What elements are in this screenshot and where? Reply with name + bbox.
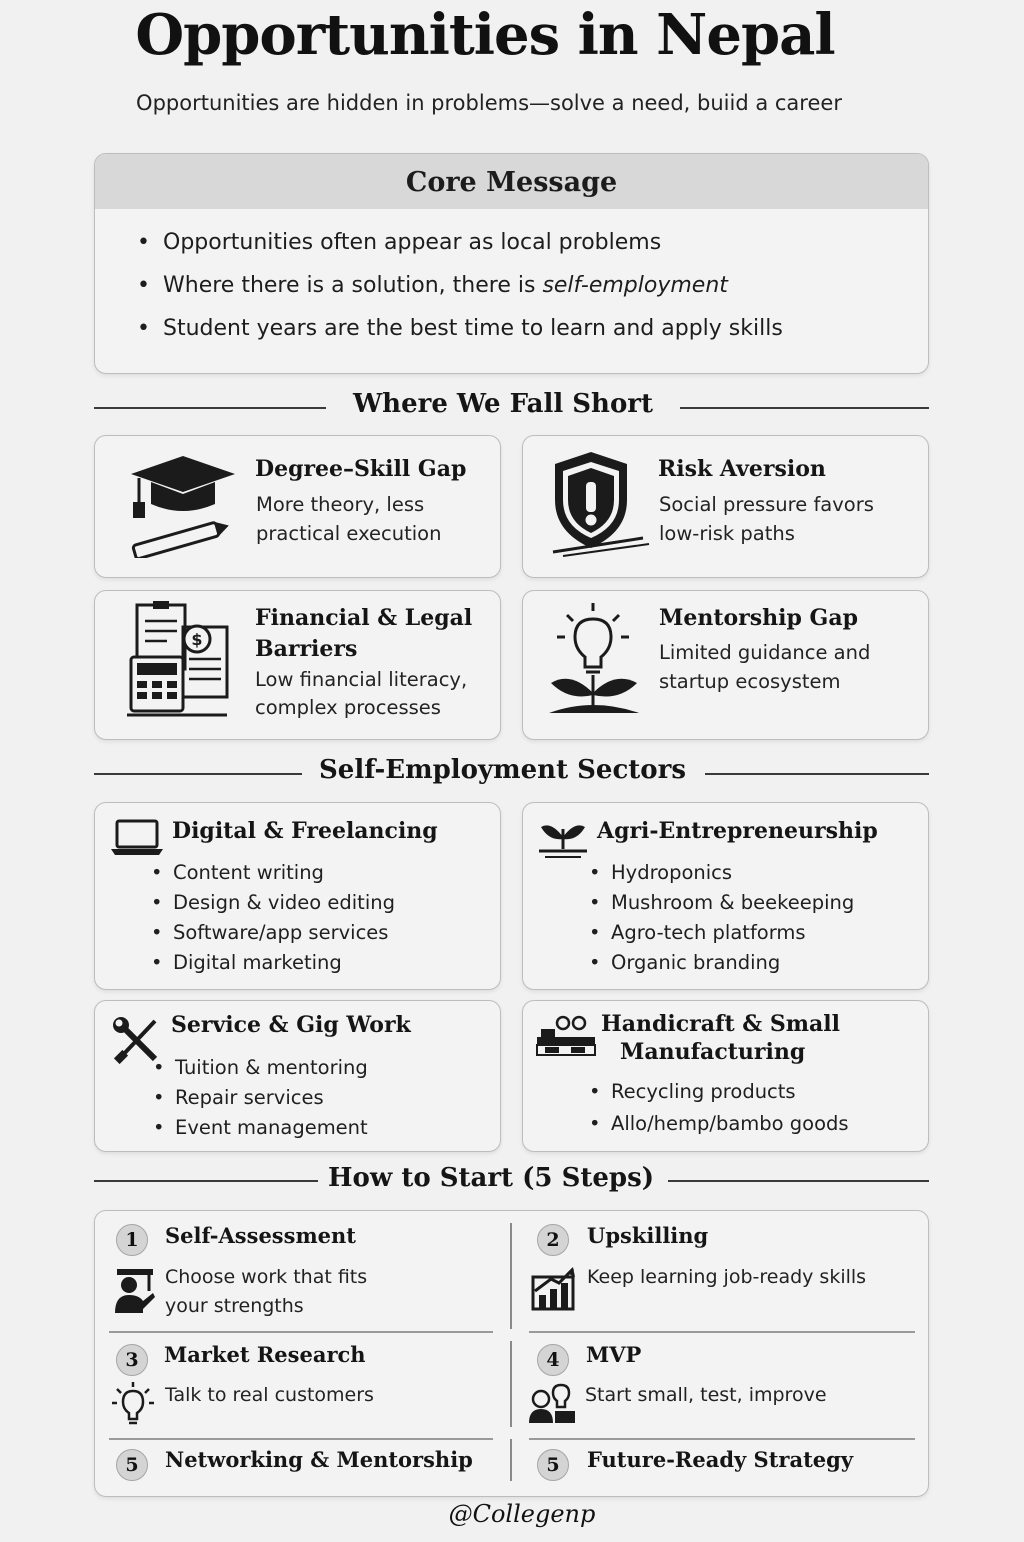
card-text bbox=[256, 490, 441, 548]
card-text-line: More theory, less bbox=[256, 493, 425, 516]
card-title-line: Financial & Legal bbox=[255, 605, 473, 631]
divider bbox=[109, 1331, 493, 1333]
page-subtitle: Opportunities are hidden in problems—solve a need, buiid a career bbox=[136, 91, 842, 115]
card-title-line: Handicraft & Small bbox=[601, 1011, 840, 1037]
divider bbox=[94, 773, 302, 775]
step-text bbox=[585, 1381, 827, 1410]
card-financial-legal-barriers bbox=[94, 590, 501, 740]
card-text-line: Social pressure favors bbox=[659, 493, 874, 516]
svg-text:$: $ bbox=[191, 630, 203, 649]
list-item: • Organic branding bbox=[611, 948, 854, 978]
card-title bbox=[255, 603, 472, 665]
step-number: 5 bbox=[116, 1449, 148, 1481]
card-service-gig-work bbox=[94, 1000, 501, 1152]
sprout-icon bbox=[535, 815, 591, 861]
list-item: • Content writing bbox=[173, 858, 395, 888]
card-text-line: low-risk paths bbox=[659, 522, 795, 545]
core-item-text: Opportunities often appear as local problems bbox=[163, 230, 662, 255]
list-item: • Allo/hemp/bambo goods bbox=[611, 1109, 849, 1139]
card-title: Service & Gig Work bbox=[171, 1012, 411, 1038]
step-text bbox=[165, 1381, 374, 1410]
card-text-line: practical execution bbox=[256, 522, 442, 545]
lightbulb-plant-icon bbox=[545, 601, 645, 717]
list-item: • Design & video editing bbox=[173, 888, 395, 918]
card-title: Mentorship Gap bbox=[659, 605, 858, 631]
section-heading-fall-short: Where We Fall Short bbox=[352, 389, 654, 419]
list-item: • Digital marketing bbox=[173, 948, 395, 978]
workshop-icon bbox=[535, 1013, 597, 1059]
step-title: Self-Assessment bbox=[165, 1223, 356, 1248]
divider bbox=[529, 1331, 915, 1333]
section-heading-steps: How to Start (5 Steps) bbox=[327, 1163, 655, 1193]
steps-panel bbox=[94, 1210, 929, 1497]
step-title: Networking & Mentorship bbox=[165, 1447, 473, 1472]
card-title: Risk Aversion bbox=[658, 456, 826, 482]
step-text-line: your strengths bbox=[165, 1295, 304, 1317]
card-title: Agri-Entrepreneurship bbox=[597, 818, 878, 844]
card-text-line: startup ecosystem bbox=[659, 670, 841, 693]
core-item-text: Where there is a solution, there is bbox=[163, 273, 543, 298]
card-degree-skill-gap bbox=[94, 435, 501, 578]
divider bbox=[668, 1180, 929, 1182]
growth-chart-icon bbox=[529, 1265, 579, 1313]
card-title-line: Barriers bbox=[255, 636, 358, 662]
core-message-heading: Core Message bbox=[95, 154, 928, 209]
person-presenting-icon bbox=[113, 1267, 157, 1315]
shield-warning-icon bbox=[547, 448, 657, 560]
card-text-line: Limited guidance and bbox=[659, 641, 871, 664]
core-message-panel bbox=[94, 153, 929, 374]
laptop-icon bbox=[109, 817, 165, 857]
sector-list bbox=[173, 858, 395, 978]
step-title: Upskilling bbox=[587, 1223, 709, 1248]
sector-list bbox=[175, 1053, 368, 1143]
list-item bbox=[163, 230, 661, 255]
page-title: Opportunities in Nepal bbox=[135, 2, 835, 68]
list-item: • Recycling products bbox=[611, 1077, 849, 1107]
footer-handle: @Collegenp bbox=[448, 1500, 596, 1528]
card-title bbox=[601, 1010, 840, 1066]
sector-list bbox=[611, 1077, 849, 1139]
step-number: 4 bbox=[537, 1344, 569, 1376]
graduation-cap-icon bbox=[127, 452, 237, 558]
step-text-line: Start small, test, improve bbox=[585, 1384, 827, 1406]
step-text-line: Keep learning job-ready skills bbox=[587, 1266, 867, 1288]
list-item bbox=[163, 316, 783, 341]
card-text bbox=[659, 490, 874, 548]
list-item bbox=[163, 273, 728, 298]
divider bbox=[94, 1180, 318, 1182]
card-title: Digital & Freelancing bbox=[172, 818, 438, 844]
divider bbox=[94, 407, 326, 409]
list-item: • Event management bbox=[175, 1113, 368, 1143]
divider bbox=[510, 1223, 512, 1329]
list-item: • Tuition & mentoring bbox=[175, 1053, 368, 1083]
card-agri-entrepreneurship bbox=[522, 802, 929, 990]
step-number: 2 bbox=[537, 1224, 569, 1256]
card-mentorship-gap bbox=[522, 590, 929, 740]
section-heading-sectors: Self-Employment Sectors bbox=[319, 755, 686, 785]
card-text bbox=[659, 638, 870, 696]
list-item: • Repair services bbox=[175, 1083, 368, 1113]
card-text-line: Low financial literacy, bbox=[255, 668, 468, 691]
card-text-line: complex processes bbox=[255, 696, 441, 719]
divider bbox=[510, 1341, 512, 1427]
list-item: • Hydroponics bbox=[611, 858, 854, 888]
lightbulb-icon bbox=[111, 1381, 155, 1427]
sector-list bbox=[611, 858, 854, 978]
divider bbox=[109, 1438, 493, 1440]
list-item: • Mushroom & beekeeping bbox=[611, 888, 854, 918]
step-number: 3 bbox=[116, 1344, 148, 1376]
step-title: Future-Ready Strategy bbox=[587, 1447, 854, 1472]
core-item-text: Student years are the best time to learn and apply skills bbox=[163, 316, 783, 341]
step-number: 5 bbox=[537, 1449, 569, 1481]
step-text-line: Talk to real customers bbox=[165, 1384, 374, 1406]
card-risk-aversion bbox=[522, 435, 929, 578]
card-title-line: Manufacturing bbox=[620, 1039, 806, 1065]
step-text bbox=[587, 1263, 866, 1292]
divider bbox=[510, 1439, 512, 1481]
divider bbox=[529, 1438, 915, 1440]
step-number: 1 bbox=[116, 1224, 148, 1256]
card-digital-freelancing bbox=[94, 802, 501, 990]
core-item-emphasis: self-employment bbox=[542, 273, 728, 298]
step-text bbox=[165, 1263, 367, 1321]
step-title: MVP bbox=[586, 1342, 642, 1367]
documents-calculator-icon bbox=[127, 601, 237, 717]
person-idea-icon bbox=[527, 1381, 577, 1427]
list-item: • Software/app services bbox=[173, 918, 395, 948]
card-title: Degree–Skill Gap bbox=[255, 456, 467, 482]
card-text bbox=[255, 666, 467, 722]
divider bbox=[705, 773, 929, 775]
list-item: • Agro-tech platforms bbox=[611, 918, 854, 948]
divider bbox=[680, 407, 929, 409]
step-text-line: Choose work that fits bbox=[165, 1266, 368, 1288]
card-handicraft-manufacturing bbox=[522, 1000, 929, 1152]
step-title: Market Research bbox=[164, 1342, 366, 1367]
